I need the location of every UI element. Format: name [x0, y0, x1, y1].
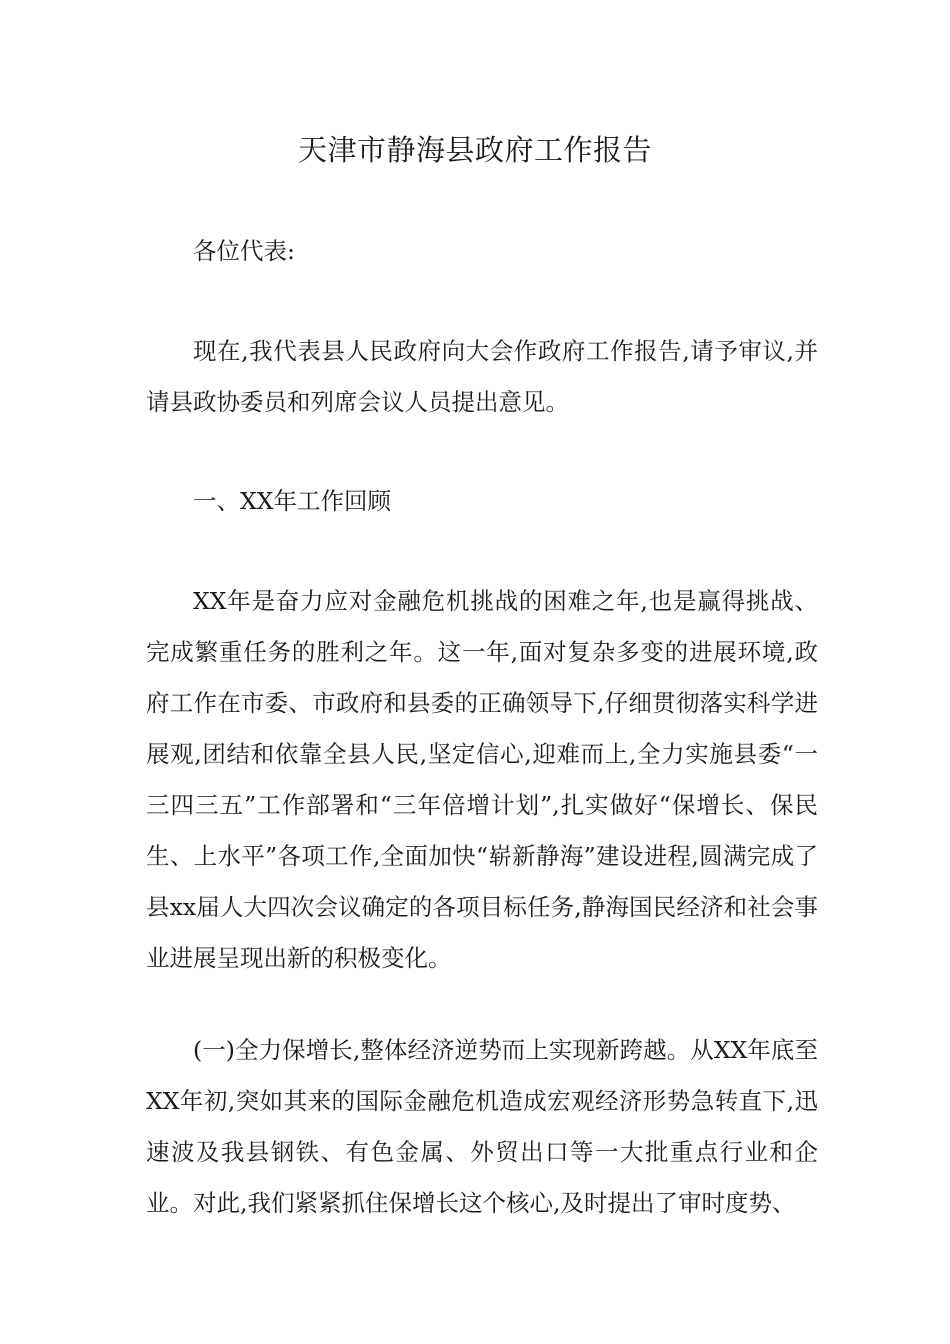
document-title: 天津市静海县政府工作报告	[297, 133, 652, 167]
greeting-paragraph: 各位代表:	[193, 237, 295, 265]
intro-paragraph: 现在,我代表县人民政府向大会作政府工作报告,请予审议,并请县政协委员和列席会议人员提出意见。	[146, 337, 818, 416]
review-paragraph: XX年是奋力应对金融危机挑战的困难之年,也是赢得挑战、完成繁重任务的胜利之年。这一年,面对复杂多变的进展环境,政府工作在市委、市政府和县委的正确领导下,仔细贯彻落实科学进展观,团结和依靠全县人民,坚定信心,迎难而上,全力实施县委“一三四三五”工作部署和“三年倍增计划”,扎实做好“保增长、保民生、上水平”各项工作,全面加快“崭新静海”建设进程,圆满完成了县xx届人大四次会议确定的各项目标任务,静海国民经济和社会事业进展呈现出新的积极变化。	[146, 587, 818, 972]
growth-paragraph: (一)全力保增长,整体经济逆势而上实现新跨越。从XX年底至XX年初,突如其来的国际金融危机造成宏观经济形势急转直下,迅速波及我县钢铁、有色金属、外贸出口等一大批重点行业和企业。对此,我们紧紧抓住保增长这个核心,及时提出了审时度势、	[146, 1036, 818, 1217]
section-heading: 一、XX年工作回顾	[193, 487, 391, 515]
